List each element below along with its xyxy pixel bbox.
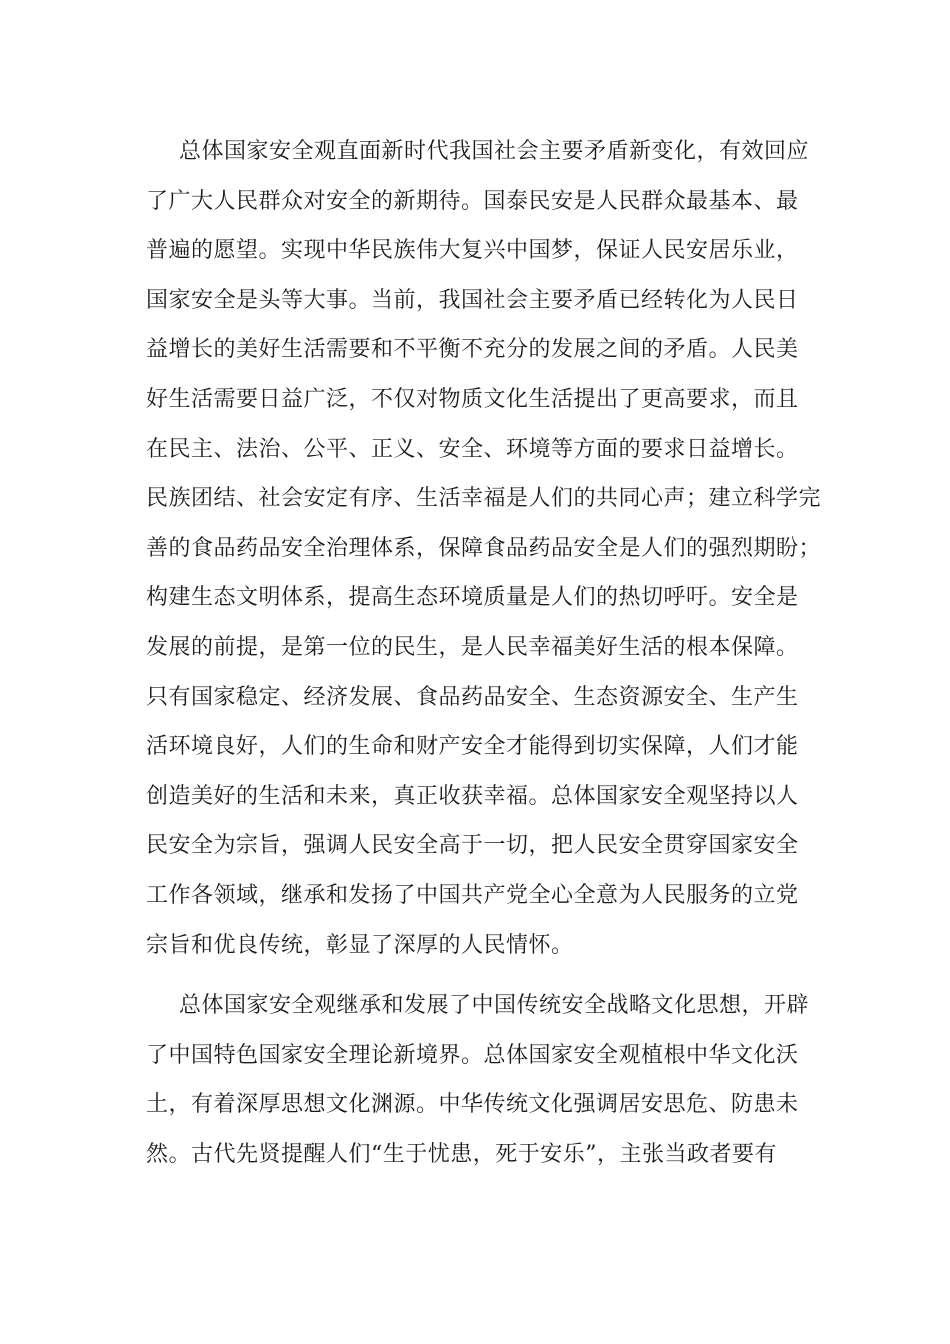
paragraph-line: 好生活需要日益广泛，不仅对物质文化生活提出了更高要求，而且: [146, 386, 799, 412]
paragraph-line: 益增长的美好生活需要和不平衡不充分的发展之间的矛盾。人民美: [146, 337, 799, 363]
paragraph-line: 民安全为宗旨，强调人民安全高于一切，把人民安全贯穿国家安全: [146, 833, 799, 859]
paragraph-line: 总体国家安全观直面新时代我国社会主要矛盾新变化，有效回应: [179, 139, 810, 164]
paragraph-line: 工作各领域，继承和发扬了中国共产党全心全意为人民服务的立党: [146, 882, 799, 908]
paragraph-2: [146, 981, 810, 1179]
paragraph-1: [146, 127, 822, 970]
paragraph-line: 然。古代先贤提醒人们“生于忧患，死于安乐”，主张当政者要有: [146, 1141, 777, 1167]
paragraph-line: 发展的前提，是第一位的民生，是人民幸福美好生活的根本保障。: [146, 634, 799, 660]
paragraph-line: 善的食品药品安全治理体系，保障食品药品安全是人们的强烈期盼；: [146, 535, 822, 561]
paragraph-line: 了中国特色国家安全理论新境界。总体国家安全观植根中华文化沃: [146, 1042, 799, 1068]
paragraph-line: 国家安全是头等大事。当前，我国社会主要矛盾已经转化为人民日: [146, 287, 799, 313]
paragraph-line: 只有国家稳定、经济发展、食品药品安全、生态资源安全、生产生: [146, 684, 799, 710]
paragraph-line: 宗旨和优良传统，彰显了深厚的人民情怀。: [146, 932, 574, 958]
paragraph-line: 构建生态文明体系，提高生态环境质量是人们的热切呼吁。安全是: [146, 585, 799, 611]
paragraph-line: 民族团结、社会安定有序、生活幸福是人们的共同心声；建立科学完: [146, 486, 822, 512]
paragraph-line: 总体国家安全观继承和发展了中国传统安全战略文化思想，开辟: [179, 993, 810, 1018]
paragraph-line: 土，有着深厚思想文化渊源。中华传统文化强调居安思危、防患未: [146, 1092, 799, 1118]
paragraph-line: 创造美好的生活和未来，真正收获幸福。总体国家安全观坚持以人: [146, 783, 799, 809]
paragraph-line: 了广大人民群众对安全的新期待。国泰民安是人民群众最基本、最: [146, 188, 799, 214]
paragraph-line: 普遍的愿望。实现中华民族伟大复兴中国梦，保证人民安居乐业，: [146, 238, 799, 264]
paragraph-line: 活环境良好，人们的生命和财产安全才能得到切实保障，人们才能: [146, 734, 799, 760]
paragraph-line: 在民主、法治、公平、正义、安全、环境等方面的要求日益增长。: [146, 436, 799, 462]
